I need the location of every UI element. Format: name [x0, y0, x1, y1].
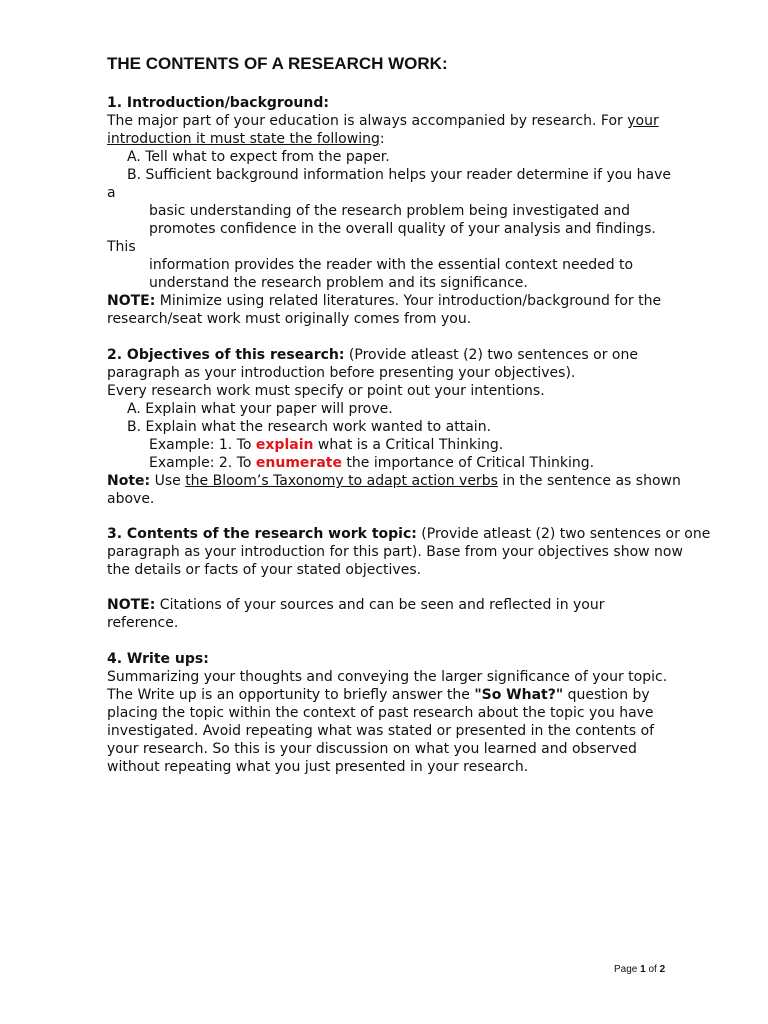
section-2-example-2: Example: 2. To enumerate the importance of Critical Thinking.	[149, 455, 595, 471]
section-1-item-b: B. Sufficient background information helps your reader determine if you have	[127, 167, 671, 183]
section-1-note-line-2: research/seat work must originally comes from you.	[107, 311, 472, 327]
section-2-item-b: B. Explain what the research work wanted to attain.	[127, 419, 492, 435]
section-2-line-3: Every research work must specify or point out your intentions.	[107, 383, 545, 399]
section-1-wrap-this: This	[107, 239, 136, 255]
section-4-line-2: The Write up is an opportunity to briefly answer the "So What?" question by	[107, 687, 650, 703]
section-4-line-3: placing the topic within the context of past research about the topic you have	[107, 705, 654, 721]
section-1-cont-1: basic understanding of the research problem being investigated and	[149, 203, 630, 219]
section-1-note: NOTE: Minimize using related literatures. Your introduction/background for the	[107, 293, 662, 309]
section-3-line-3: the details or facts of your stated objectives.	[107, 562, 422, 578]
section-4-line-1: Summarizing your thoughts and conveying the larger significance of your topic.	[107, 669, 668, 685]
page-title: THE CONTENTS OF A RESEARCH WORK:	[107, 54, 448, 73]
section-4-heading: 4. Write ups:	[107, 651, 209, 667]
section-1-cont-3: information provides the reader with the essential context needed to	[149, 257, 634, 273]
section-1-wrap-a: a	[107, 185, 116, 201]
section-1-heading: 1. Introduction/background:	[107, 95, 329, 111]
blooms-taxonomy-link[interactable]: the Bloom’s Taxonomy to adapt action verbs	[185, 473, 498, 489]
section-1-cont-2: promotes confidence in the overall quality of your analysis and findings.	[149, 221, 656, 237]
section-4-line-4: investigated. Avoid repeating what was stated or presented in the contents of	[107, 723, 655, 739]
section-2-example-1: Example: 1. To explain what is a Critical Thinking.	[149, 437, 504, 453]
section-4-line-6: without repeating what you just presented in your research.	[107, 759, 529, 775]
section-2-item-a: A. Explain what your paper will prove.	[127, 401, 393, 417]
section-3-heading: 3. Contents of the research work topic: (Provide atleast (2) two sentences or one	[107, 526, 711, 542]
section-1-line-2: introduction it must state the following:	[107, 131, 385, 147]
section-2-line-2: paragraph as your introduction before presenting your objectives).	[107, 365, 576, 381]
section-4-line-5: your research. So this is your discussion on what you learned and observed	[107, 741, 637, 757]
section-2-note-line-2: above.	[107, 491, 155, 507]
section-3-note: NOTE: Citations of your sources and can be seen and reflected in your	[107, 597, 605, 613]
section-2-heading: 2. Objectives of this research: (Provide atleast (2) two sentences or one	[107, 347, 638, 363]
section-2-note: Note: Use the Bloom’s Taxonomy to adapt action verbs in the sentence as shown	[107, 473, 681, 489]
section-3-note-line-2: reference.	[107, 615, 179, 631]
section-1-cont-4: understand the research problem and its significance.	[149, 275, 528, 291]
section-3-line-2: paragraph as your introduction for this part). Base from your objectives show now	[107, 544, 683, 560]
section-1-item-a: A. Tell what to expect from the paper.	[127, 149, 390, 165]
page-number: Page 1 of 2	[614, 964, 666, 975]
section-1-line-1: The major part of your education is always accompanied by research. For your	[107, 113, 659, 129]
